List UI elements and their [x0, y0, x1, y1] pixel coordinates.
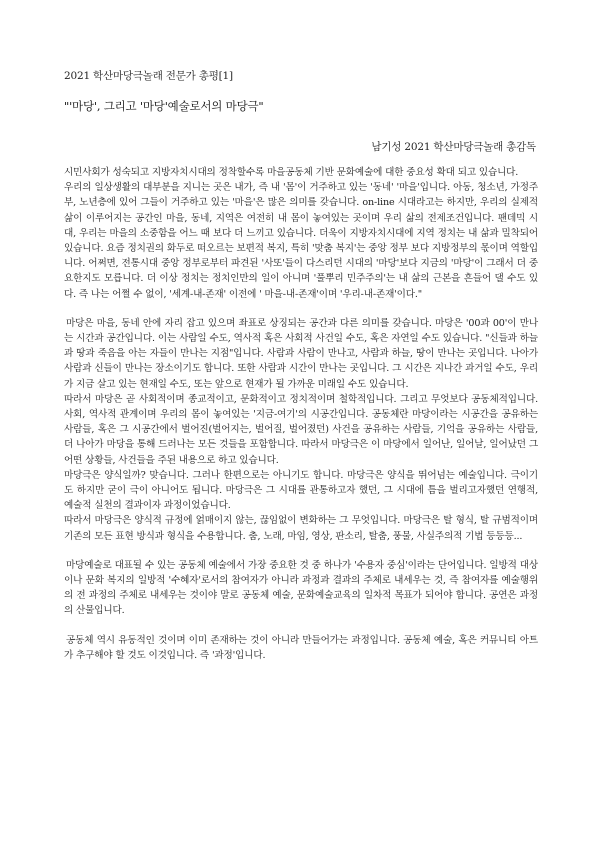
paragraph-madangguk-form: 마당극은 양식일까? 맞습니다. 그러나 한편으로는 아니기도 합니다. 마당극은 양식을 뛰어넘는 예술입니다. 극이기도 하지만 굳이 극이 아니어도 됩니다. 마당극은 그 시대를 관통하고자 했던, 그 시대에 틈을 벌리고자했던 연행적, 예술적 실천의 결과이자 과정이었습니다.	[64, 469, 538, 512]
paragraph-audience: 마당예술로 대표될 수 있는 공동체 예술에서 가장 중요한 것 중 하나가 '수용자 중심'이라는 단어입니다. 일방적 대상이나 문화 복지의 일방적 '수혜자'로서의 참여자가 아니라 과정과 결과의 주체로 내세우는 것, 즉 참여자를 예술행위의 전 과정의 주체로 내세우는 것이야 말로 공동체 예술, 문화예술교육의 일차적 목표가 되어야 합니다. 공연은 과정의 산물입니다.	[64, 559, 538, 617]
paragraph-madangguk-style: 따라서 마당극은 양식적 규정에 얽매이지 않는, 끊임없이 변화하는 그 무엇입니다. 마당극은 탈 형식, 탈 규범적이며 기존의 모든 표현 방식과 형식을 수용합니다. 춤, 노래, 마임, 영상, 판소리, 탈춤, 풍물, 사실주의적 기법 등등등...	[64, 515, 538, 542]
paragraph-process: 공동체 역시 유동적인 것이며 이미 존재하는 것이 아니라 만들어가는 과정입니다. 공동체 예술, 혹은 커뮤니티 아트가 추구해야 할 것도 이것입니다. 즉 '과정'입니다.	[64, 634, 538, 661]
author-byline: 남기성 2021 학산마당극놀래 총감독	[371, 141, 536, 153]
article-body	[64, 165, 538, 663]
page-title: "'마당', 그리고 '마당'예술로서의 마당극"	[64, 99, 264, 113]
series-header: 2021 학산마당극놀래 전문가 총평[1]	[64, 70, 233, 82]
paragraph-village: 우리의 일상생활의 대부분을 지니는 곳은 내가, 즉 내 '몸'이 거주하고 있는 '동네' '마을'입니다. 아동, 청소년, 가정주부, 노년층에 있어 그들이 거주하고 있는 '마을'은 많은 의미를 갖습니다. on-line 시대라고는 하지만, 우리의 실제적 삶이 이루어지는 공간인 마을, 동네, 지역은 여전히 내 몸이 놓여있는 곳이며 우리 삶의 전제조건입니다. 팬데믹 시대, 우리는 마을의 소중함을 어느 때 보다 더 느끼고 있습니다. 더욱이 지방자치시대에 지역 정치는 내 삶과 밀착되어있습니다. 요즘 정치권의 화두로 떠오르는 보편적 복지, 특히 '맞춤 복지'는 중앙 정부 보다 지방정부의 몫이며 역할입니다. 어쩌면, 전통시대 중앙 정부로부터 파견된 '사또'들이 다스리던 시대의 '마당'보다 지금의 '마당'이 그래서 더 중요한지도 모릅니다. 더 이상 정치는 정치인만의 일이 아니며 '풀뿌리 민주주의'는 내 삶의 근본을 흔들어 댈 수도 있다. 즉 나는 어쩔 수 없이, '세계-내-존재' 이전에 ' 마을-내-존재'이며 '우리-내-존재'이다."	[64, 182, 538, 300]
paragraph-intro: 시민사회가 성숙되고 지방자치시대의 정착할수록 마을공동체 기반 문화예술에 대한 중요성 확대 되고 있습니다.	[64, 167, 519, 178]
paragraph-madang-community: 따라서 마당은 곧 사회적이며 종교적이고, 문화적이고 정치적이며 철학적입니다. 그리고 무엇보다 공동체적입니다. 사회, 역사적 관계이며 우리의 몸이 놓여있는 '지금-여기'의 시공간입니다. 공동체란 마당이라는 시공간을 공유하는 사람들, 혹은 그 시공간에서 벌어진(벌어지는, 벌어질, 벌어졌던) 사건을 공유하는 사람들, 기억을 공유하는 사람들, 더 나아가 마당을 통해 드러나는 모든 것들을 포함합니다. 따라서 마당극은 이 마당에서 일어난, 일어날, 일어났던 그 어떤 상황들, 사건들을 주된 내용으로 하고 있습니다.	[64, 393, 538, 466]
paragraph-madang-meaning: 마당은 마을, 동네 안에 자리 잡고 있으며 좌표로 상징되는 공간과 다른 의미를 갖습니다. 마당은 '00과 00'이 만나는 시간과 공간입니다. 이는 사람일 수도, 역사적 혹은 사회적 사건일 수도, 혹은 자연일 수도 있습니다. "신들과 하늘과 땅과 죽음을 아는 자들이 만나는 지점"입니다. 사람과 사람이 만나고, 사람과 하늘, 땅이 만나는 곳입니다. 나아가 사람과 신들이 만나는 장소이기도 합니다. 또한 사람과 시간이 만나는 곳입니다. 그 시간은 지나간 과거일 수도, 우리가 지금 살고 있는 현재일 수도, 또는 앞으로 현재가 될 가까운 미래일 수도 있습니다.	[64, 317, 538, 390]
